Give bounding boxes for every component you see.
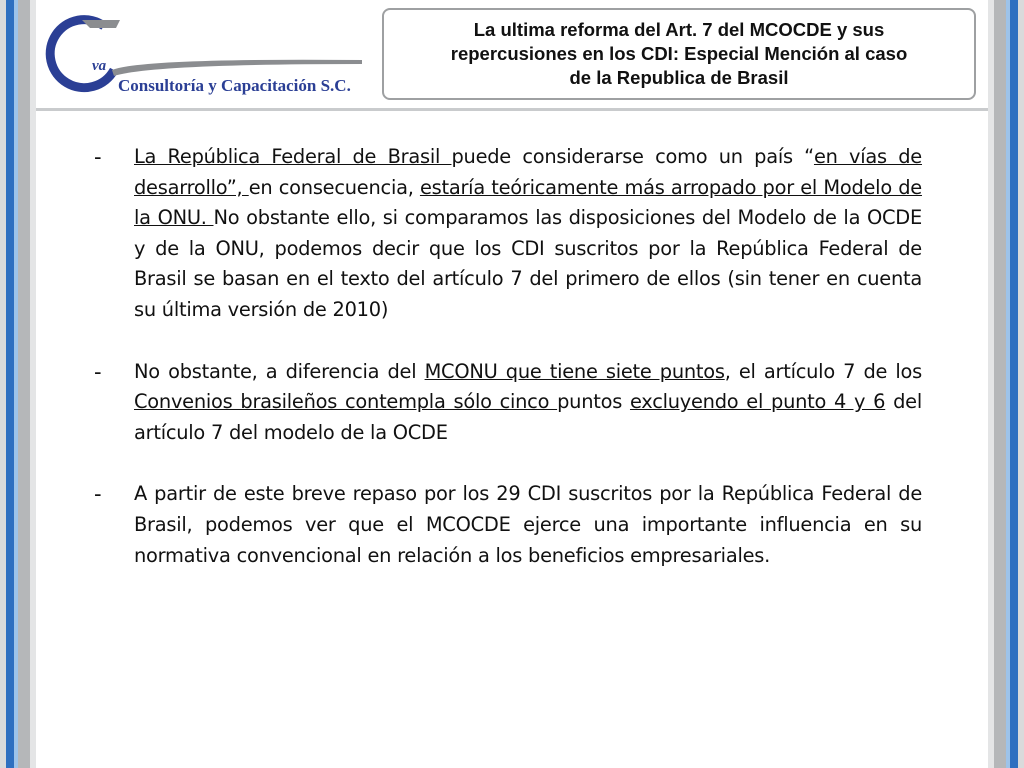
underlined-text: La República Federal de Brasil (134, 145, 452, 168)
bullet-paragraph (134, 142, 922, 326)
underlined-text: excluyendo el punto 4 y 6 (629, 390, 886, 414)
paragraph-text: No obstante ello, si comparamos las disposiciones del Modelo de la OCDE y de la ONU, podemos decir que los CDI suscritos por la República Federal de Brasil se basan en el texto del artículo 7 del primero de ellos (sin tener en cuenta su última versión de 2010) (134, 206, 922, 321)
paragraph-text: A partir de este breve repaso por los 29 CDI suscritos por la República Federal de Brasil, podemos ver que el MCOCDE ejerce una importante influencia en su normativa convencional en relación a los beneficios empresariales. (134, 482, 922, 567)
paragraph-text: , el artículo 7 de los (724, 359, 922, 383)
title-line-2: repercusiones en los CDI: Especial Mención al caso (450, 43, 908, 64)
bullet-list (94, 142, 922, 602)
title-line-3: de la Republica de Brasil (569, 67, 789, 88)
slide-title (451, 18, 908, 90)
paragraph-text: en consecuencia, (248, 175, 420, 199)
bullet-item (94, 357, 922, 449)
left-frame (0, 0, 36, 768)
paragraph-text: del artículo 7 del modelo de la OCDE (134, 390, 922, 444)
underlined-text: Convenios brasileños contempla sólo cinco (134, 390, 558, 414)
right-frame (988, 0, 1024, 768)
bullet-dash: - (94, 482, 102, 507)
bullet-dash: - (94, 359, 102, 384)
logo-va-text: va (92, 58, 107, 74)
logo-company-name: Consultoría y Capacitación S.C. (118, 76, 351, 95)
bullet-item (94, 142, 922, 326)
header-divider (36, 108, 988, 111)
paragraph-text: puntos (557, 390, 630, 414)
bullet-item (94, 479, 922, 571)
paragraph-text: puede considerarse como un país “ (451, 145, 814, 168)
underlined-text: estaría teóricamente más arropado por el Modelo de la ONU. (134, 175, 922, 230)
company-logo (42, 12, 372, 102)
bullet-paragraph (134, 357, 922, 449)
bullet-dash: - (94, 145, 102, 169)
bullet-paragraph (134, 479, 922, 571)
paragraph-text: No obstante, a diferencia del (134, 359, 425, 383)
underlined-text: en vías de desarrollo”, (134, 145, 922, 199)
title-line-1: La ultima reforma del Art. 7 del MCOCDE y sus (473, 19, 885, 40)
underlined-text: MCONU que tiene siete puntos (424, 359, 725, 383)
slide-title-box (382, 8, 976, 100)
